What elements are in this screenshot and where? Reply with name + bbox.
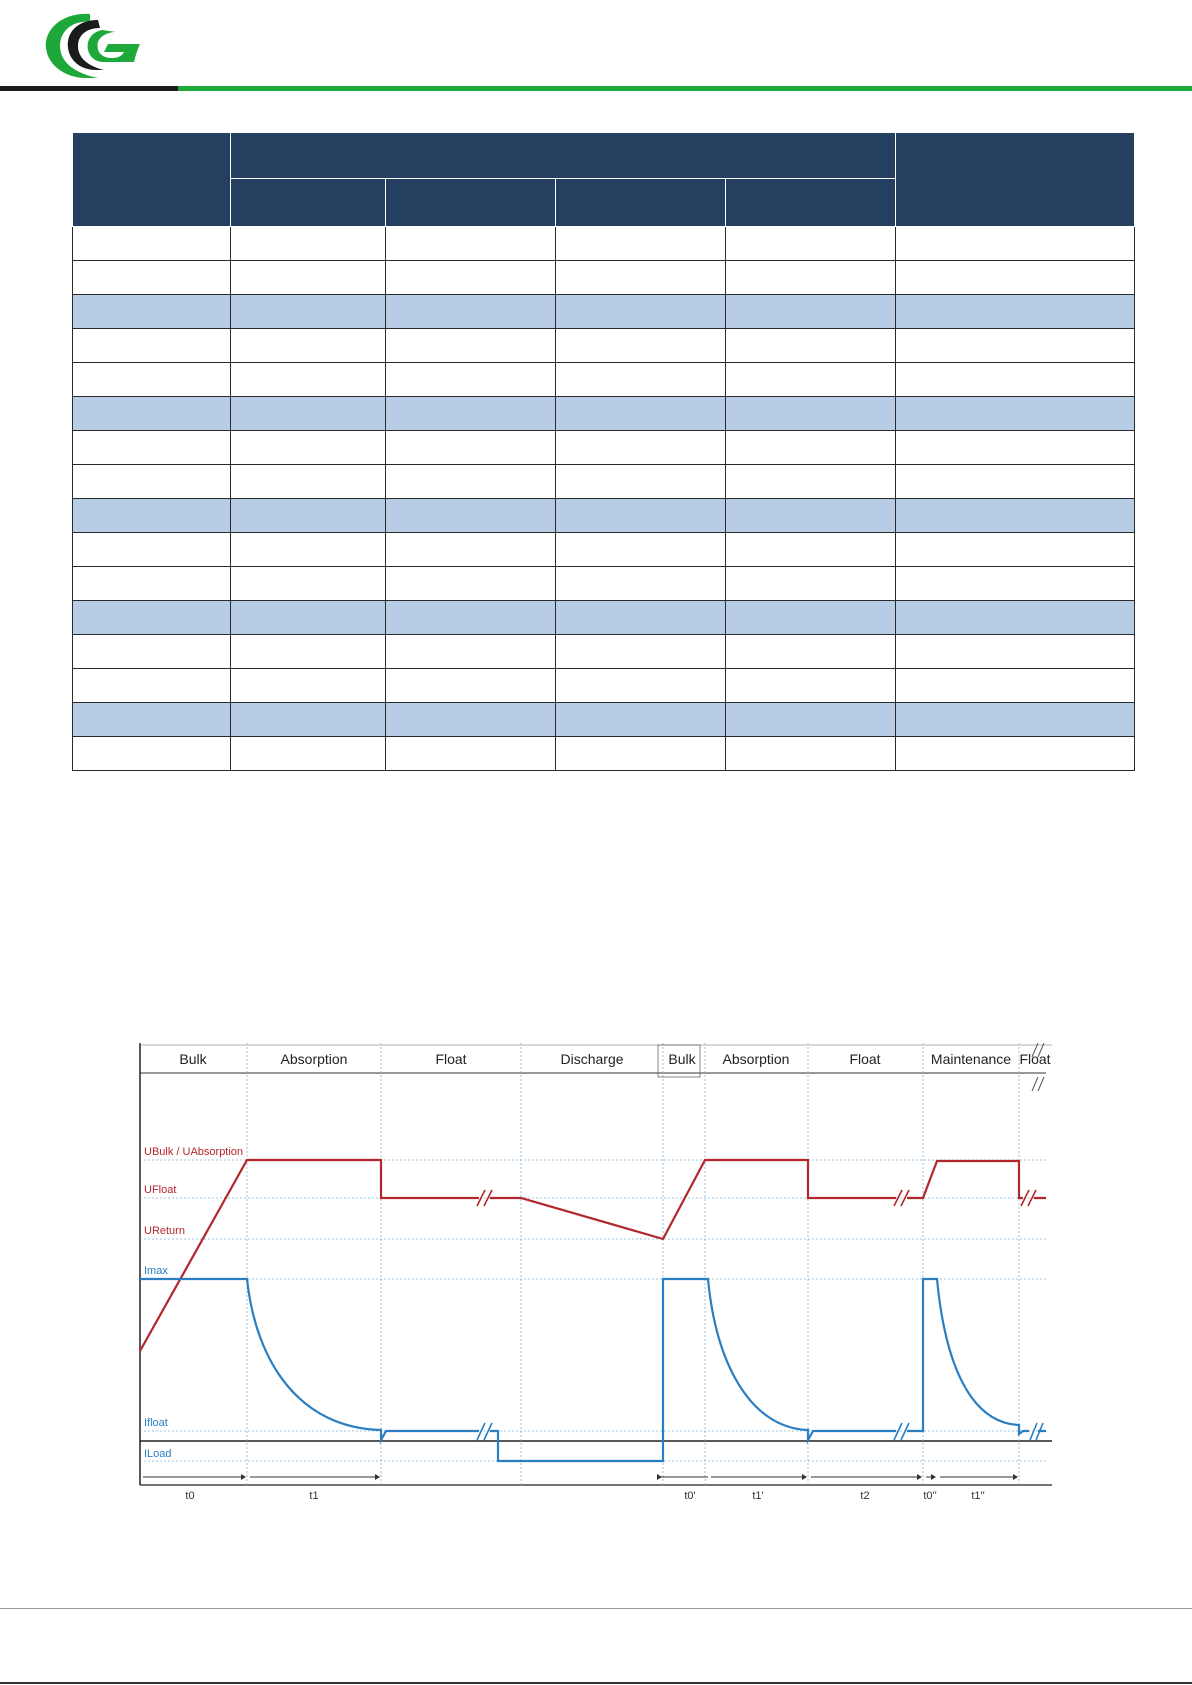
- table-cell: [73, 261, 231, 295]
- table-cell: [386, 499, 556, 533]
- table-sub-header: [726, 179, 896, 227]
- time-interval-arrowhead: [1013, 1474, 1018, 1480]
- current-level-label: Ifloat: [144, 1417, 168, 1429]
- table-cell: [231, 703, 386, 737]
- table-cell: [73, 431, 231, 465]
- table-cell: [896, 703, 1135, 737]
- voltage-level-label: UReturn: [144, 1225, 185, 1237]
- time-interval-arrowhead: [802, 1474, 807, 1480]
- table-cell: [556, 703, 726, 737]
- table-cell: [386, 567, 556, 601]
- table-cell: [73, 363, 231, 397]
- table-cell: [896, 363, 1135, 397]
- table-cell: [73, 465, 231, 499]
- table-cell: [726, 737, 896, 771]
- table-cell: [231, 261, 386, 295]
- table-cell: [386, 533, 556, 567]
- spec-table: [72, 132, 1135, 771]
- table-row: [73, 533, 1135, 567]
- table-cell: [726, 635, 896, 669]
- current-series-line: [140, 1279, 1046, 1461]
- table-cell: [73, 329, 231, 363]
- phase-label: Float: [849, 1051, 881, 1067]
- table-cell: [231, 601, 386, 635]
- table-cell: [726, 669, 896, 703]
- table-cell: [726, 567, 896, 601]
- table-row: [73, 635, 1135, 669]
- table-left-header: [73, 133, 231, 227]
- time-interval-label: t0: [185, 1490, 195, 1502]
- table-cell: [896, 669, 1135, 703]
- table-cell: [726, 499, 896, 533]
- phase-label: Discharge: [560, 1051, 624, 1067]
- table-cell: [726, 227, 896, 261]
- table-cell: [386, 465, 556, 499]
- charging-curve-chart: [130, 1043, 1060, 1503]
- table-cell: [556, 227, 726, 261]
- table-cell: [73, 703, 231, 737]
- table-cell: [896, 431, 1135, 465]
- table-cell: [73, 397, 231, 431]
- table-cell: [556, 737, 726, 771]
- phase-label: Maintenance: [930, 1051, 1012, 1067]
- time-interval-arrowhead: [931, 1474, 936, 1480]
- table-row: [73, 329, 1135, 363]
- table-cell: [726, 329, 896, 363]
- table-row: [73, 261, 1135, 295]
- table-cell: [231, 227, 386, 261]
- table-sub-header: [386, 179, 556, 227]
- table-cell: [386, 295, 556, 329]
- current-level-label: Imax: [144, 1265, 168, 1277]
- table-cell: [896, 227, 1135, 261]
- table-row: [73, 397, 1135, 431]
- table-cell: [231, 533, 386, 567]
- time-interval-label: t1': [752, 1490, 764, 1502]
- table-cell: [896, 295, 1135, 329]
- table-cell: [556, 533, 726, 567]
- table-cell: [726, 601, 896, 635]
- table-cell: [231, 567, 386, 601]
- table-cell: [231, 397, 386, 431]
- table-cell: [556, 397, 726, 431]
- table-cell: [73, 601, 231, 635]
- table-cell: [231, 363, 386, 397]
- table-cell: [556, 601, 726, 635]
- table-sub-header: [231, 179, 386, 227]
- table-row: [73, 703, 1135, 737]
- table-cell: [556, 635, 726, 669]
- table-right-header: [896, 133, 1135, 227]
- table-cell: [726, 533, 896, 567]
- current-level-label: ILoad: [144, 1448, 172, 1460]
- table-cell: [556, 295, 726, 329]
- table-row: [73, 431, 1135, 465]
- table-cell: [231, 431, 386, 465]
- table-cell: [896, 261, 1135, 295]
- table-cell: [896, 737, 1135, 771]
- table-cell: [73, 737, 231, 771]
- table-cell: [386, 397, 556, 431]
- table-cell: [556, 329, 726, 363]
- table-cell: [231, 669, 386, 703]
- table-cell: [386, 601, 556, 635]
- time-interval-label: t2: [860, 1490, 870, 1502]
- table-cell: [386, 363, 556, 397]
- table-cell: [231, 737, 386, 771]
- table-cell: [726, 295, 896, 329]
- time-interval-arrowhead: [917, 1474, 922, 1480]
- table-cell: [231, 465, 386, 499]
- footer-rule: [0, 1608, 1192, 1609]
- table-cell: [726, 261, 896, 295]
- table-cell: [726, 397, 896, 431]
- table-cell: [231, 499, 386, 533]
- table-row: [73, 601, 1135, 635]
- voltage-level-label: UBulk / UAbsorption: [144, 1146, 244, 1158]
- voltage-level-label: UFloat: [144, 1184, 177, 1196]
- table-cell: [896, 601, 1135, 635]
- table-cell: [896, 499, 1135, 533]
- time-interval-label: t0': [684, 1490, 696, 1502]
- table-cell: [896, 567, 1135, 601]
- header-rule-dark: [0, 86, 178, 91]
- table-cell: [556, 431, 726, 465]
- voltage-series-line: [140, 1160, 1046, 1351]
- table-cell: [896, 465, 1135, 499]
- table-row: [73, 567, 1135, 601]
- table-row: [73, 363, 1135, 397]
- phase-label: Float: [1019, 1051, 1051, 1067]
- table-cell: [556, 499, 726, 533]
- table-cell: [231, 329, 386, 363]
- table-cell: [73, 227, 231, 261]
- table-cell: [73, 635, 231, 669]
- table-sub-header: [556, 179, 726, 227]
- table-cell: [556, 261, 726, 295]
- table-cell: [386, 635, 556, 669]
- table-row: [73, 227, 1135, 261]
- table-group-header: [231, 133, 896, 179]
- phase-label: Absorption: [722, 1051, 790, 1067]
- table-cell: [896, 397, 1135, 431]
- table-cell: [556, 465, 726, 499]
- table-cell: [896, 635, 1135, 669]
- current-break-marks: [477, 1423, 1043, 1440]
- company-logo: [38, 8, 142, 84]
- table-cell: [556, 363, 726, 397]
- table-cell: [73, 567, 231, 601]
- table-cell: [73, 499, 231, 533]
- table-cell: [386, 329, 556, 363]
- table-row: [73, 295, 1135, 329]
- phase-label: Bulk: [179, 1051, 207, 1067]
- table-cell: [73, 295, 231, 329]
- table-row: [73, 465, 1135, 499]
- time-interval-label: t1: [309, 1490, 319, 1502]
- phase-label: Absorption: [280, 1051, 348, 1067]
- table-row: [73, 499, 1135, 533]
- time-interval-arrowhead: [375, 1474, 380, 1480]
- table-cell: [896, 533, 1135, 567]
- time-interval-label: t1'': [971, 1490, 985, 1502]
- table-cell: [386, 431, 556, 465]
- table-row: [73, 669, 1135, 703]
- table-cell: [726, 465, 896, 499]
- table-cell: [386, 669, 556, 703]
- phase-label: Bulk: [668, 1051, 696, 1067]
- time-interval-arrowhead: [657, 1474, 662, 1480]
- phase-label: Float: [435, 1051, 467, 1067]
- table-cell: [726, 703, 896, 737]
- table-cell: [556, 567, 726, 601]
- table-row: [73, 737, 1135, 771]
- table-cell: [73, 533, 231, 567]
- table-cell: [386, 261, 556, 295]
- header-rule-green: [178, 86, 1192, 91]
- table-cell: [231, 295, 386, 329]
- time-interval-arrowhead: [241, 1474, 246, 1480]
- table-cell: [386, 703, 556, 737]
- gg-swoosh-logo-icon: [38, 8, 142, 84]
- table-cell: [386, 227, 556, 261]
- table-cell: [556, 669, 726, 703]
- table-cell: [231, 635, 386, 669]
- table-cell: [726, 363, 896, 397]
- table-cell: [726, 431, 896, 465]
- charging-curve-svg: [130, 1043, 1060, 1503]
- time-interval-label: t0'': [923, 1490, 937, 1502]
- table-body: [73, 227, 1135, 771]
- table-cell: [73, 669, 231, 703]
- table-cell: [386, 737, 556, 771]
- footer-bottom-rule: [0, 1682, 1192, 1684]
- table-cell: [896, 329, 1135, 363]
